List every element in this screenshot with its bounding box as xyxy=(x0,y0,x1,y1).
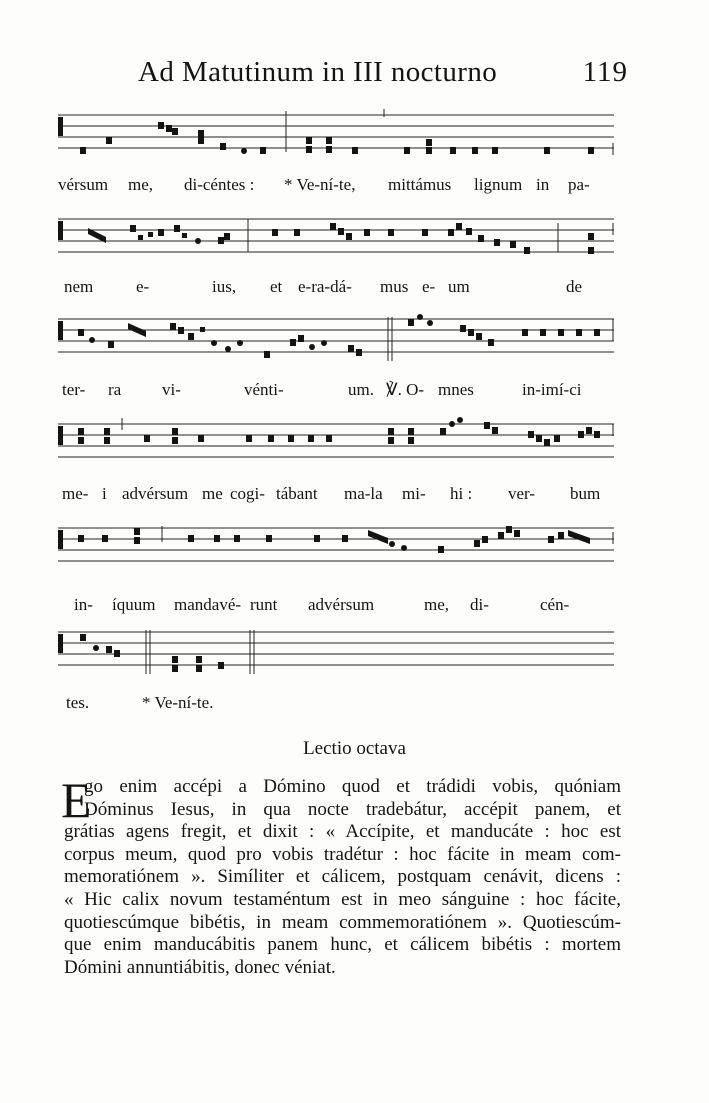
syllable: tábant xyxy=(276,484,318,503)
lyrics-line-2 xyxy=(58,277,618,301)
syllable: ter- xyxy=(62,380,86,399)
syllable: e- xyxy=(422,277,436,296)
staff-notation xyxy=(58,109,614,159)
syllable: bum xyxy=(570,484,601,503)
syllable: mandavé- xyxy=(174,595,242,614)
syllable: mnes xyxy=(438,380,474,399)
text-line: Dómini annuntiábitis, donec véniat. xyxy=(64,956,336,978)
syllable: advérsum xyxy=(122,484,189,503)
lectio-heading: Lectio octava xyxy=(303,738,406,759)
syllable: vi- xyxy=(162,380,181,399)
page-number: 119 xyxy=(582,56,628,88)
syllable: me, xyxy=(424,595,450,614)
syllable: ma-la xyxy=(344,484,383,503)
staff-notation xyxy=(58,313,614,363)
syllable: íquum xyxy=(112,595,156,614)
syllable: e-ra-dá- xyxy=(298,277,352,296)
chant-staff-4 xyxy=(58,418,614,468)
syllable: nem xyxy=(64,277,94,296)
syllable: um. xyxy=(348,380,374,399)
syllable: cogi- xyxy=(230,484,265,503)
text-line: memoratiónem ». Simíliter et cálicem, postquam cenávit, dicens : xyxy=(64,866,621,888)
lyrics-line-6 xyxy=(58,693,618,717)
chant-staff-6 xyxy=(58,626,614,676)
lyrics-line-1 xyxy=(58,175,618,199)
chant-staff-2 xyxy=(58,213,614,263)
staff-notation xyxy=(58,418,614,468)
syllable: tes. xyxy=(66,693,90,712)
syllable: me- xyxy=(62,484,89,503)
syllable: in-imí-ci xyxy=(522,380,582,399)
chant-staff-3 xyxy=(58,313,614,363)
syllable: mittámus xyxy=(388,175,452,194)
lyrics-line-4 xyxy=(58,484,618,508)
syllable: advérsum xyxy=(308,595,375,614)
syllable: vérsum xyxy=(58,175,109,194)
syllable: ver- xyxy=(508,484,536,503)
lyrics-line-3 xyxy=(58,380,618,404)
text-line: go enim accépi a Dómino quod et trádidi vobis, quóniam xyxy=(84,776,621,797)
page-header xyxy=(138,56,628,96)
staff-notation xyxy=(58,626,614,676)
syllable: de xyxy=(566,277,583,296)
syllable: ra xyxy=(108,380,122,399)
text-line: quotiescúmque bibétis, in meam commemoratiónem ». Quotiescúm- xyxy=(64,911,621,933)
staff-notation xyxy=(58,522,614,572)
syllable: di- xyxy=(470,595,489,614)
chant-staff-1 xyxy=(58,109,614,159)
syllable: mi- xyxy=(402,484,426,503)
syllable: um xyxy=(448,277,470,296)
syllable: vénti- xyxy=(244,380,284,399)
syllable: cén- xyxy=(540,595,570,614)
syllable: pa- xyxy=(568,175,590,194)
lectio-text xyxy=(61,772,621,979)
syllable: e- xyxy=(136,277,150,296)
syllable: et xyxy=(270,277,283,296)
syllable: mus xyxy=(380,277,409,296)
chant-staff-5 xyxy=(58,522,614,572)
text-line: Dóminus Iesus, in qua nocte tradebátur, accépit panem, et xyxy=(84,798,621,820)
syllable: me xyxy=(202,484,223,503)
syllable: ius, xyxy=(212,277,237,296)
syllable: i xyxy=(102,484,107,503)
syllable: di-céntes : xyxy=(184,175,255,194)
text-line: « Hic calix novum testaméntum est in meo sánguine : hoc fácite, xyxy=(64,888,621,910)
syllable: runt xyxy=(250,595,278,614)
syllable: * Ve-ní-te. xyxy=(142,693,214,712)
page-title: Ad Matutinum in III nocturno xyxy=(138,56,498,88)
syllable: hi : xyxy=(450,484,473,503)
text-line: que enim manducábitis panem hunc, et cálicem bibétis : mortem xyxy=(64,934,621,956)
drop-cap: E xyxy=(61,772,92,828)
lyrics-line-5 xyxy=(58,595,618,619)
syllable: lignum xyxy=(474,175,523,194)
syllable: ℣. O- xyxy=(386,380,425,399)
syllable: in- xyxy=(74,595,93,614)
syllable: me, xyxy=(128,175,154,194)
text-line: grátias agens fregit, et dixit : « Accípite, et manducáte : hoc est xyxy=(64,821,621,843)
syllable: * Ve-ní-te, xyxy=(284,175,356,194)
syllable: in xyxy=(536,175,550,194)
text-line: corpus meum, quod pro vobis tradétur : hoc fácite in meam com- xyxy=(64,843,621,865)
staff-notation xyxy=(58,213,614,263)
